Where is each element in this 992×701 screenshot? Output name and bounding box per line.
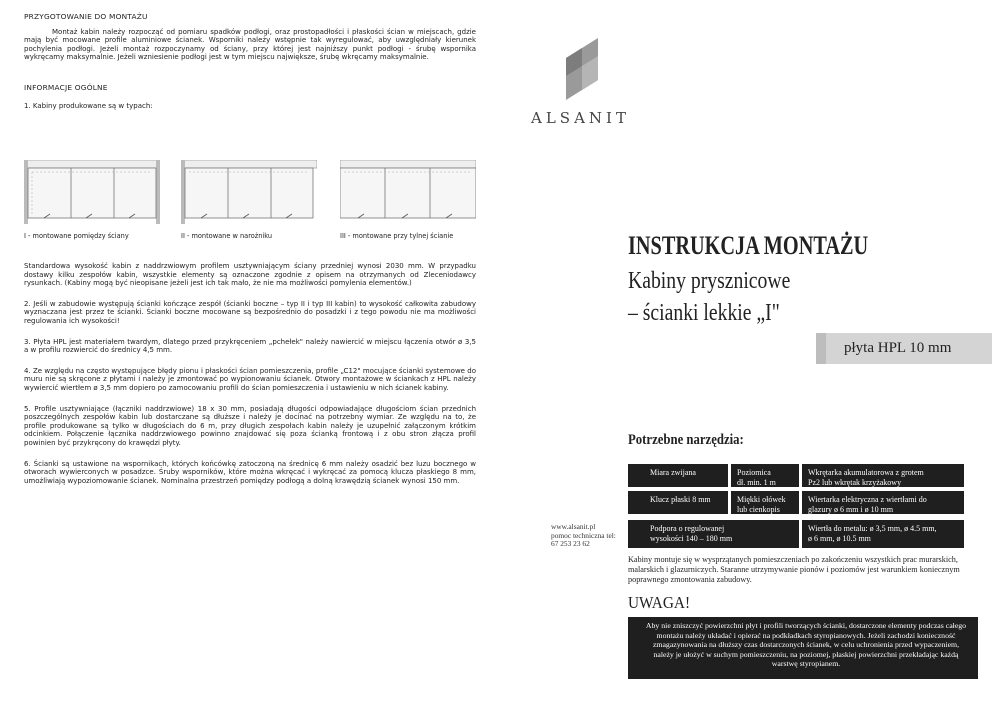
cabin-type-ii-caption: II - montowane w narożniku bbox=[181, 232, 273, 240]
warning-box bbox=[628, 617, 978, 679]
paragraph-3: 3. Płyta HPL jest materiałem twardym, dlatego przed przykręceniem „pchełek" należy nawiercić w miejscu łączenia otwór ø 3,5 a w profilu rozwiercić do średnicy 4,5 mm. bbox=[24, 337, 476, 355]
installation-note: Kabiny montuje się w wysprzątanych pomieszczeniach po zakończeniu wszystkich prac murarskich, malarskich i glazurniczych. Staranne utrzymywanie pionów i poziomów jest warunkiem koniecznym poprawnego zmontowania zabudowy. bbox=[628, 555, 960, 584]
tool-level bbox=[731, 464, 799, 487]
subtitle-1: Kabiny prysznicowe bbox=[628, 268, 791, 294]
alsanit-logo-icon bbox=[562, 36, 602, 100]
contact-website: www.alsanit.pl bbox=[551, 522, 596, 531]
contact-support-label: pomoc techniczna tel: bbox=[551, 530, 616, 540]
tool-support bbox=[628, 520, 799, 548]
material-badge-edge bbox=[816, 333, 826, 364]
tool-label: Podpora o regulowanej wysokości 140 – 180 mm bbox=[650, 524, 733, 543]
subtitle-2: – ścianki lekkie „I" bbox=[628, 300, 780, 326]
tool-metal-drills bbox=[802, 520, 964, 548]
tool-label: Wkrętarka akumulatorowa z grotem Pz2 lub wkrętak krzyżakowy bbox=[808, 468, 924, 487]
paragraph-6: 6. Ścianki są ustawione na wspornikach, których końcówkę zatoczoną na średnicę 6 mm należy osadzić bez luzu bocznego w otworach wywierconych w posadzce. Śruby wsporników, które można wkręcać i wykręcać za pomocą klucza płaskiego 8 mm, umożliwiają wypoziomowanie ścianek. Nominalna przestrzeń pomiędzy podłogą a dolną krawędzią ścianek wynosi 150 mm. bbox=[24, 459, 476, 485]
cabin-type-i-caption: I - montowane pomiędzy ściany bbox=[24, 232, 129, 240]
tool-tape-measure bbox=[628, 464, 728, 487]
logo-text: ALSANIT bbox=[531, 109, 630, 127]
tool-drill-driver bbox=[802, 464, 964, 487]
paragraph-4: 4. Ze względu na często występujące błędy pionu i płaskości ścian pomieszczenia, profile „C12" mocujące ścianki systemowe do muru nie są skręcone z płytami i należy je zmontować po wypionowaniu ścianek. Otwory montażowe w ściankach z HPL należy wywiercić wiertłem ø 3,5 mm dopiero po zamocowaniu profili do ścian pomieszczenia i ustawieniu w nich ścianek kabiny. bbox=[24, 366, 476, 392]
tool-label: Miękki ołówek lub cienkopis bbox=[737, 495, 786, 514]
tool-wrench bbox=[628, 491, 728, 514]
tool-electric-drill bbox=[802, 491, 964, 514]
cabin-type-iii-diagram bbox=[340, 160, 476, 240]
cabin-type-ii-diagram bbox=[181, 160, 317, 240]
contact-phone: 67 253 23 62 bbox=[551, 539, 590, 549]
paragraph-5: 5. Profile usztywniające (łączniki naddrzwiowe) 18 x 30 mm, posiadają długości odpowiadające długościom ścian przednich poszczególnych zespołów kabin lub dostarczane są dłuższe i należy je docinać na potrzebny wymiar. Ze względu na to, że profile produkowane są tylko w długościach do 6 m, przy długich zespołach kabin należy je uzupełnić załączonym krótkim odcinkiem. Połączenie łącznika naddrzwiowego powinno znajdować się poza ścianką frontową i z obu stron złącza profil powinien być przykręcony do krawędzi płyty. bbox=[24, 404, 476, 447]
tool-label: Wiertła do metalu: ø 3,5 mm, ø 4.5 mm, ø 6 mm, ø 10.5 mm bbox=[808, 524, 937, 543]
tool-label: Miara zwijana bbox=[650, 468, 696, 477]
tool-label: Poziomica dł. min. 1 m bbox=[737, 468, 776, 487]
warning-text: Aby nie zniszczyć powierzchni płyt i profili tworzących ścianki, dostarczone elementy podczas całego montażu należy układać i opierać na podkładkach styropianowych. Jeżeli zachodzi konieczność zmagazynowania na dłuższy czas dostarczonych ścianek, w celu uchronienia przed wypaczeniem, należy je ułożyć w suchym pomieszczeniu, na poziomej, płaskiej powierzchni przekładając każdą warstwę styropianem. bbox=[645, 621, 967, 669]
cabin-type-iii-caption: III - montowane przy tylnej ścianie bbox=[340, 232, 454, 240]
left-paragraphs bbox=[24, 262, 476, 485]
tool-label: Wiertarka elektryczna z wiertłami do glazury ø 6 mm i ø 10 mm bbox=[808, 495, 927, 514]
types-intro: 1. Kabiny produkowane są w typach: bbox=[24, 101, 153, 110]
cabin-type-i-diagram bbox=[24, 160, 160, 240]
general-heading: INFORMACJE OGÓLNE bbox=[24, 82, 108, 92]
cabin-types-diagrams bbox=[24, 160, 476, 250]
material-label: płyta HPL 10 mm bbox=[844, 340, 952, 356]
prep-heading: PRZYGOTOWANIE DO MONTAŻU bbox=[24, 12, 148, 21]
tool-label: Klucz płaski 8 mm bbox=[650, 495, 711, 504]
left-column bbox=[24, 13, 476, 110]
paragraph-standard-height: Standardowa wysokość kabin z naddrzwiowym profilem usztywniającym ściany przedniej wynosi 2030 mm. W przypadku dostawy kilku zespołów kabin, wszystkie elementy są oznaczone zgodnie z opisem na otrzymanych od Zleceniodawcy rysunkach. (Kabiny mogą być nieopisane jeżeli jest ich tak mało, że nie ma możliwości pomylenia elementów.) bbox=[24, 262, 476, 288]
warning-heading: UWAGA! bbox=[628, 593, 691, 612]
contact-info bbox=[551, 523, 616, 549]
paragraph-2: 2. Jeśli w zabudowie występują ścianki kończące zespół (ścianki boczne – typ II i typ III kabin) to wysokość całkowita zabudowy wyznaczana jest przez te ścianki. Ścianki boczne mocowane są bezpośrednio do posadzki i z tego powodu nie ma możliwości regulowania ich wysokości! bbox=[24, 299, 476, 325]
tools-heading: Potrzebne narzędzia: bbox=[628, 432, 744, 448]
prep-text: Montaż kabin należy rozpocząć od pomiaru spadków podłogi, oraz prostopadłości i płaskości ścian w miejscach, gdzie mają być mocowane profile aluminiowe ścianek. Wsporniki należy wstępnie tak wyregulować, aby uwzględniały kierunek pochylenia podłogi. Jeżeli montaż rozpoczynamy od ściany, przy której jest najniższy punkt podłogi - śrubę wspornika wykręcamy maksymalnie. Jeżeli wzniesienie podłogi jest w tym miejscu największe, śrubę wkręcamy maksymalnie. bbox=[24, 27, 476, 62]
page-title: INSTRUKCJA MONTAŻU bbox=[628, 231, 869, 260]
material-badge bbox=[816, 333, 992, 364]
tool-pencil bbox=[731, 491, 799, 514]
